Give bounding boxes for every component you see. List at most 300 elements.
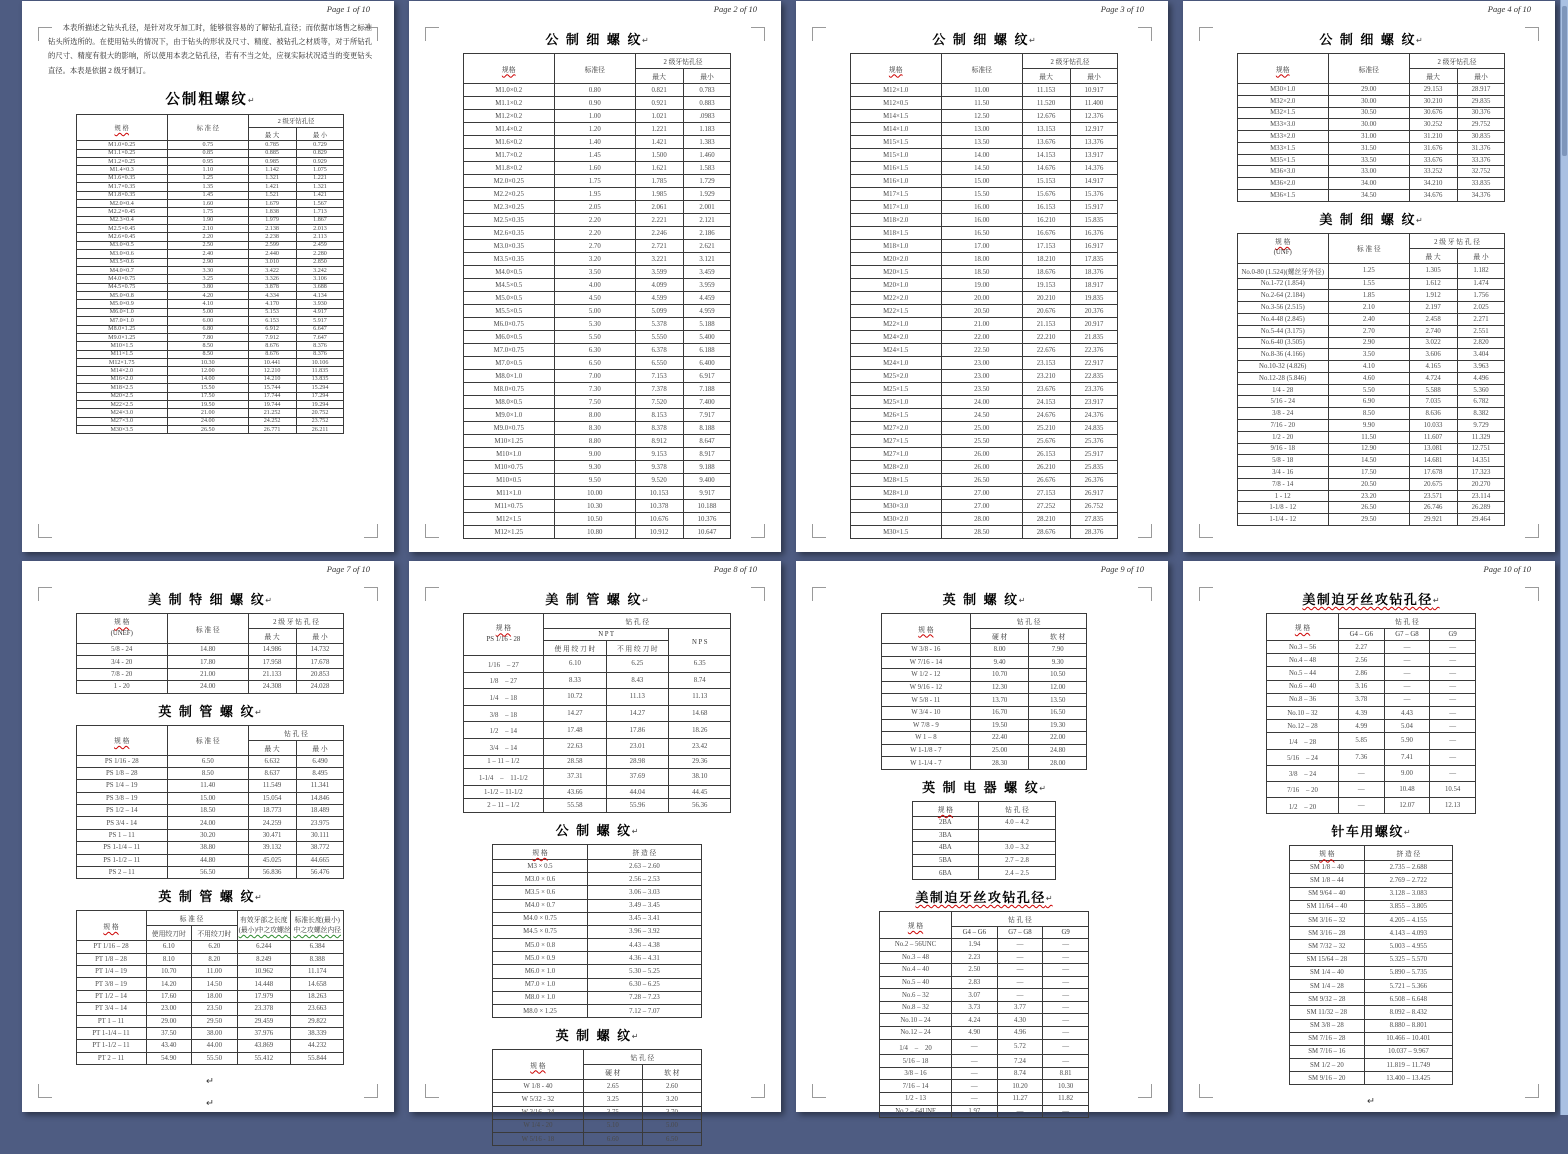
table-cell: 1.421	[635, 136, 683, 149]
table-cell: 14.846	[296, 792, 344, 804]
table-cell: 2.820	[1457, 337, 1505, 349]
table-cell: 29.50	[192, 1015, 238, 1027]
table-cell: 16.153	[1022, 201, 1070, 214]
header-row	[76, 614, 344, 629]
table-cell: 24.252	[248, 417, 296, 425]
table-cell: 38.00	[192, 1027, 238, 1039]
table-cell: —	[1384, 641, 1430, 654]
column-header: 标 准 径	[146, 911, 237, 926]
table-cell: 20.675	[1409, 478, 1457, 490]
table-cell: 3/8 – 16	[880, 1067, 952, 1080]
table-cell: 2.013	[296, 225, 344, 233]
page[interactable]	[1183, 1, 1555, 552]
table-row	[76, 166, 344, 174]
table-cell: —	[1430, 680, 1476, 693]
table-cell: 0.829	[296, 149, 344, 157]
table-row	[850, 162, 1118, 175]
table-cell: 1.94	[951, 938, 997, 951]
header-row	[912, 801, 1055, 816]
table-cell: 9.188	[683, 461, 731, 474]
table-cell: 9.520	[635, 474, 683, 487]
table-title: 公 制 细 螺 纹↵	[932, 33, 1036, 48]
table-cell: 1.729	[683, 175, 731, 188]
british-thread-table-small	[492, 1049, 702, 1146]
table-cell: 6.782	[1457, 396, 1505, 408]
table-cell: 1.182	[1457, 263, 1505, 278]
table-cell: 28.30	[971, 757, 1029, 770]
column-header: 标准径	[554, 54, 635, 84]
table-cell: M16×2.0	[76, 375, 167, 383]
table-cell: M20×2.5	[76, 392, 167, 400]
table-cell: 9/16 - 18	[1237, 443, 1328, 455]
table-cell: —	[1430, 765, 1476, 781]
table-cell: 2 – 11 – 1/2	[463, 799, 544, 813]
table-cell: 5/8 - 24	[76, 644, 167, 656]
table-cell: —	[1430, 706, 1476, 719]
column-header: 规 格	[1290, 846, 1365, 861]
table-cell: 17.744	[248, 392, 296, 400]
table-cell: 25.917	[1070, 448, 1118, 461]
table-cell: 1/4 – 28	[1267, 733, 1339, 749]
table-cell: 21.00	[941, 318, 1022, 331]
table-cell: 1.785	[635, 175, 683, 188]
table-cell: No.2 – 64UNF	[880, 1105, 952, 1118]
table-cell: 2.246	[635, 227, 683, 240]
table-row	[463, 448, 731, 461]
table-cell: 3/8 – 24	[1267, 765, 1339, 781]
table-cell: 30.50	[1328, 107, 1409, 119]
table-cell: —	[997, 1105, 1043, 1118]
page[interactable]	[409, 561, 781, 1143]
scrollbar-track[interactable]	[1560, 0, 1568, 1115]
metric-thread-forming-table	[492, 844, 702, 1018]
header-row	[493, 844, 702, 859]
table-cell: 21.252	[248, 409, 296, 417]
table-cell: 24.80	[1029, 744, 1087, 757]
table-cell: PT 3/4 – 14	[76, 1003, 146, 1015]
table-row	[850, 344, 1118, 357]
table-cell: 8.188	[683, 422, 731, 435]
table-cell: PS 1/4 – 19	[76, 780, 167, 792]
table-cell: 23.752	[296, 417, 344, 425]
table-row	[880, 1055, 1089, 1068]
scrollbar-thumb[interactable]	[1562, 6, 1567, 156]
table-cell: 15.00	[167, 792, 248, 804]
column-header: 标准长度(最小) 中之攻螺丝内径	[291, 911, 344, 941]
table-row	[76, 767, 344, 779]
table-cell: 2.850	[296, 258, 344, 266]
paragraph-mark-icon: ↵	[1415, 36, 1423, 45]
table-cell: 20.853	[296, 668, 344, 680]
page-content	[409, 1, 781, 547]
table-cell: 18.50	[167, 805, 248, 817]
table-row	[76, 392, 344, 400]
table-row	[1290, 874, 1453, 887]
metric-coarse-thread-table	[76, 114, 345, 435]
table-cell: 7.12 – 7.07	[587, 1005, 701, 1018]
table-row	[76, 300, 344, 308]
table-cell: 23.378	[237, 1003, 290, 1015]
paragraph-mark-icon: ↵	[1028, 36, 1036, 45]
table-cell: —	[1043, 938, 1089, 951]
table-row	[881, 644, 1087, 657]
column-header: 软 材	[1029, 629, 1087, 644]
table-cell: 25.835	[1070, 461, 1118, 474]
table-cell: M15×1.0	[850, 149, 941, 162]
table-cell: 10.153	[635, 487, 683, 500]
table-cell: No.2 – 56UNC	[880, 938, 952, 951]
table-cell: M14×2.0	[76, 367, 167, 375]
table-cell: 26.771	[248, 426, 296, 434]
table-cell: 14.50	[941, 162, 1022, 175]
table-cell: 27.00	[941, 500, 1022, 513]
column-header: 规 格	[76, 911, 146, 941]
table-cell: M3.0×0.5	[76, 241, 167, 249]
table-cell: M4.5×0.75	[76, 283, 167, 291]
table-cell: 11.329	[1457, 431, 1505, 443]
table-cell: 28.00	[941, 513, 1022, 526]
table-cell: 7/16 – 20	[1267, 781, 1339, 797]
table-cell: 1.90	[167, 216, 248, 224]
table-cell: 1.40	[554, 136, 635, 149]
table-cell: 31.676	[1409, 142, 1457, 154]
table-row	[850, 84, 1118, 97]
paragraph-mark-icon: ↵	[631, 1032, 639, 1042]
table-cell: M12×1.0	[850, 84, 941, 97]
table-row	[1290, 979, 1453, 992]
table-cell: 33.835	[1457, 178, 1505, 190]
table-cell: 13.081	[1409, 443, 1457, 455]
table-row	[76, 225, 344, 233]
table-cell: 3.96 – 3.92	[587, 925, 701, 938]
table-row	[463, 292, 731, 305]
table-cell: 26.752	[1070, 500, 1118, 513]
table-row	[76, 250, 344, 258]
table-row	[463, 305, 731, 318]
table-cell: 26.211	[296, 426, 344, 434]
table-cell: 8.378	[635, 422, 683, 435]
table-cell: 2.56	[1338, 654, 1384, 667]
table-cell: M33×3.0	[1237, 119, 1328, 131]
table-cell: M4.0×0.7	[76, 266, 167, 274]
table-row	[1237, 514, 1505, 526]
table-cell: 8.20	[192, 953, 238, 965]
table-cell: 1 - 20	[76, 681, 167, 693]
page[interactable]	[22, 561, 394, 1112]
table-cell: 1.45	[554, 149, 635, 162]
table-cell: 10.80	[554, 526, 635, 539]
table-cell: 30.111	[296, 829, 344, 841]
table-cell: 3.06 – 3.03	[587, 886, 701, 899]
table-cell: 11.40	[167, 780, 248, 792]
table-row	[76, 656, 344, 668]
table-cell: 24.676	[1022, 409, 1070, 422]
column-header: 2 级 牙 钻 孔 径	[1409, 233, 1505, 248]
table-cell: 10.70	[971, 669, 1029, 682]
table-title: 美制迫牙丝攻钻孔径↵	[915, 890, 1053, 906]
table-cell: SM 7/16 – 28	[1290, 1032, 1365, 1045]
table-cell: 4.496	[1457, 372, 1505, 384]
table-cell: 18.263	[291, 990, 344, 1002]
table-cell: M20×1.5	[850, 266, 941, 279]
table-cell: 1.460	[683, 149, 731, 162]
table-cell: 1-1/8 - 12	[1237, 502, 1328, 514]
table-cell: 11.50	[941, 97, 1022, 110]
table-cell: 14.351	[1457, 455, 1505, 467]
table-cell: M22×1.0	[850, 318, 941, 331]
table-cell: 7/16 - 20	[1237, 419, 1328, 431]
table-row	[1267, 749, 1476, 765]
table-row	[1237, 84, 1505, 96]
table-cell: —	[1043, 1105, 1089, 1118]
table-cell: M1.6×0.2	[463, 136, 554, 149]
page[interactable]	[1183, 561, 1555, 1112]
table-cell: 31.00	[1328, 131, 1409, 143]
table-cell: 26.00	[941, 448, 1022, 461]
table-cell: 4.39	[1338, 706, 1384, 719]
table-cell: 6.912	[248, 325, 296, 333]
table-cell: M2.5×0.35	[463, 214, 554, 227]
table-cell: 5.721 – 5.366	[1364, 979, 1452, 992]
table-cell: —	[1043, 1014, 1089, 1027]
table-row	[1237, 372, 1505, 384]
table-row	[850, 331, 1118, 344]
table-cell: 7.917	[683, 409, 731, 422]
table-cell: 24.028	[296, 681, 344, 693]
table-cell: 3.20	[554, 253, 635, 266]
table-cell: 26.00	[941, 461, 1022, 474]
table-cell: 3.010	[248, 258, 296, 266]
table-cell: W 5/8 - 11	[881, 694, 970, 707]
table-cell: 7.912	[248, 333, 296, 341]
page[interactable]	[22, 1, 394, 552]
table-cell: 3.959	[683, 279, 731, 292]
table-cell: 8.388	[291, 953, 344, 965]
table-cell: 56.36	[669, 799, 731, 813]
table-cell: 24.00	[167, 417, 248, 425]
table-cell: M30×3.0	[850, 500, 941, 513]
table-cell: 2.440	[248, 250, 296, 258]
table-cell: 29.921	[1409, 514, 1457, 526]
table-cell: 1.075	[296, 166, 344, 174]
table-row	[76, 283, 344, 291]
table-cell: 16.676	[1022, 227, 1070, 240]
table-cell: 3.128 – 3.083	[1364, 887, 1452, 900]
table-row	[850, 292, 1118, 305]
table-cell: 30.20	[167, 829, 248, 841]
metric-fine-thread-table-2	[850, 53, 1119, 539]
table-cell: M30×1.5	[850, 526, 941, 539]
table-row	[76, 966, 344, 978]
table-cell: 7.378	[635, 383, 683, 396]
table-cell: M2.6×0.35	[463, 227, 554, 240]
table-cell: No.5-44 (3.175)	[1237, 325, 1328, 337]
table-cell: SM 1/8 – 40	[1290, 861, 1365, 874]
table-cell: 1/2 - 13	[880, 1093, 952, 1106]
table-title: 公 制 螺 纹↵	[555, 823, 639, 839]
table-cell: No.5 – 40	[880, 976, 952, 989]
table-cell: 1/2 – 20	[1267, 798, 1339, 814]
table-cell: PT 3/8 – 19	[76, 978, 146, 990]
table-cell: 3.121	[683, 253, 731, 266]
american-fine-thread-table	[1237, 233, 1506, 526]
table-cell: 0.783	[683, 84, 731, 97]
table-cell: M17×1.0	[850, 201, 941, 214]
table-row	[1237, 166, 1505, 178]
table-row	[76, 325, 344, 333]
column-header: 最 大	[248, 740, 296, 755]
table-cell: 56.836	[248, 866, 296, 878]
table-row	[850, 357, 1118, 370]
column-header: 最大	[635, 69, 683, 84]
table-cell: 14.210	[248, 375, 296, 383]
intro-paragraph: 本表所描述之钻头孔径，是针对攻牙加工时，能够很容易的了解钻孔直径；而依据市场售之标准钻头所选所的。在使用钻头的情况下，由于钻头的形状及尺寸、精度、被钻孔之材质等，对于所钻孔的尺寸、精度有很大的影响，所以使用本表之钻孔径，若有不当之处，应视实际状况适当的变更钻头直径。本表是依据 2 级牙制订。	[48, 23, 372, 75]
table-row	[881, 706, 1087, 719]
page[interactable]	[409, 1, 781, 552]
table-row	[850, 266, 1118, 279]
table-cell: 10.70	[146, 966, 192, 978]
table-row	[1237, 131, 1505, 143]
table-cell: 3.75	[583, 1106, 642, 1119]
table-cell: 14.986	[248, 644, 296, 656]
table-cell: M1.8×0.35	[76, 191, 167, 199]
page[interactable]	[796, 1, 1168, 552]
table-cell: 9.917	[683, 487, 731, 500]
table-cell: 10.30	[554, 500, 635, 513]
table-cell: 17.48	[544, 722, 606, 739]
table-cell: M1.7×0.35	[76, 183, 167, 191]
table-row	[463, 253, 731, 266]
paragraph-mark-icon: ↵	[1403, 828, 1411, 838]
table-cell: 7.80	[167, 333, 248, 341]
table-cell: 5.00	[554, 305, 635, 318]
table-cell: 23.376	[1070, 383, 1118, 396]
table-cell: M18×1.5	[850, 227, 941, 240]
table-cell: 4.10	[167, 300, 248, 308]
paragraph-mark-icon: ↵	[641, 596, 649, 605]
table-cell: 8.637	[248, 767, 296, 779]
table-cell: 0.883	[683, 97, 731, 110]
table-cell: 3.80	[167, 283, 248, 291]
table-row	[76, 208, 344, 216]
table-cell: 6.25	[606, 656, 668, 673]
table-cell: 1.474	[1457, 278, 1505, 290]
table-cell: W 1 – 8	[881, 732, 970, 745]
table-cell: M3.5 × 0.6	[493, 886, 588, 899]
column-header: 规格	[850, 54, 941, 84]
table-cell: 2.061	[635, 201, 683, 214]
table-cell: 8.917	[683, 448, 731, 461]
table-cell: 17.86	[606, 722, 668, 739]
table-row	[463, 227, 731, 240]
table-cell: 45.025	[248, 854, 296, 866]
table-cell: M4.0×0.75	[76, 275, 167, 283]
table-cell: 2.138	[248, 225, 296, 233]
table-cell: 1.985	[635, 188, 683, 201]
header-row	[463, 614, 731, 629]
table-cell: 5.90	[1384, 733, 1430, 749]
page-content	[1183, 1, 1555, 534]
table-cell: 5.360	[1457, 384, 1505, 396]
table-cell: 37.50	[146, 1027, 192, 1039]
header-row	[880, 911, 1089, 926]
table-cell: 18.50	[941, 266, 1022, 279]
table-cell: 10.30	[1043, 1080, 1089, 1093]
table-cell: 17.979	[237, 990, 290, 1002]
table-cell: 1.75	[554, 175, 635, 188]
table-row	[1237, 349, 1505, 361]
table-cell: 4.96	[997, 1027, 1043, 1040]
table-cell: 17.835	[1070, 253, 1118, 266]
table-row	[881, 656, 1087, 669]
table-cell: No.1-72 (1.854)	[1237, 278, 1328, 290]
table-cell: 28.50	[941, 526, 1022, 539]
table-cell: 28.00	[1029, 757, 1087, 770]
table-cell: 15.153	[1022, 175, 1070, 188]
table-cell: 10.917	[1070, 84, 1118, 97]
page-label: Page 3 of 10	[1100, 4, 1144, 14]
table-cell: 1.221	[296, 174, 344, 182]
table-cell: —	[1430, 641, 1476, 654]
table-row	[463, 318, 731, 331]
table-cell: 2.221	[635, 214, 683, 227]
table-row	[880, 1039, 1089, 1055]
table-cell: M5.0 × 0.8	[493, 939, 588, 952]
table-row	[493, 965, 702, 978]
table-cell: M27×1.0	[850, 448, 941, 461]
column-header: 有效牙部之长度 (最小)中之攻螺丝	[237, 911, 290, 941]
table-row	[1267, 798, 1476, 814]
table-cell: 33.50	[1328, 154, 1409, 166]
table-row	[1290, 940, 1453, 953]
table-cell: M28×1.5	[850, 474, 941, 487]
table-cell: 11.819 – 11.749	[1364, 1059, 1452, 1072]
table-cell: 3.930	[296, 300, 344, 308]
table-cell: M30×3.5	[76, 426, 167, 434]
table-cell: M30×1.0	[1237, 84, 1328, 96]
table-row	[76, 854, 344, 866]
table-cell: 27.835	[1070, 513, 1118, 526]
table-cell: 6.00	[167, 317, 248, 325]
table-cell: 24.50	[941, 409, 1022, 422]
table-cell: M24×3.0	[76, 409, 167, 417]
page[interactable]	[796, 561, 1168, 1115]
table-cell: 22.676	[1022, 344, 1070, 357]
column-header: 软 材	[642, 1065, 701, 1080]
table-cell: 4.20	[167, 292, 248, 300]
table-cell: 0.785	[248, 141, 296, 149]
table-row	[1237, 178, 1505, 190]
metric-fine-thread-table-3	[1237, 53, 1506, 202]
table-cell: 4.0 – 4.2	[978, 816, 1055, 829]
table-cell: PT 1/4 – 19	[76, 966, 146, 978]
table-cell: M1.7×0.2	[463, 149, 554, 162]
table-cell: No.10 – 32	[1267, 706, 1339, 719]
table-cell: 1.60	[167, 199, 248, 207]
table-cell: 3.50	[1328, 349, 1409, 361]
table-cell: 26.676	[1022, 474, 1070, 487]
table-cell: 11.13	[669, 689, 731, 706]
column-header: 挤 造 径	[587, 844, 701, 859]
table-cell: No.8 – 36	[1267, 693, 1339, 706]
table-cell: 10.106	[296, 359, 344, 367]
table-cell: 3.599	[635, 266, 683, 279]
table-cell: 5.50	[554, 331, 635, 344]
table-cell: 14.68	[669, 705, 731, 722]
table-cell: 3/8 – 18	[463, 705, 544, 722]
table-row	[881, 681, 1087, 694]
table-cell: 24.00	[941, 396, 1022, 409]
